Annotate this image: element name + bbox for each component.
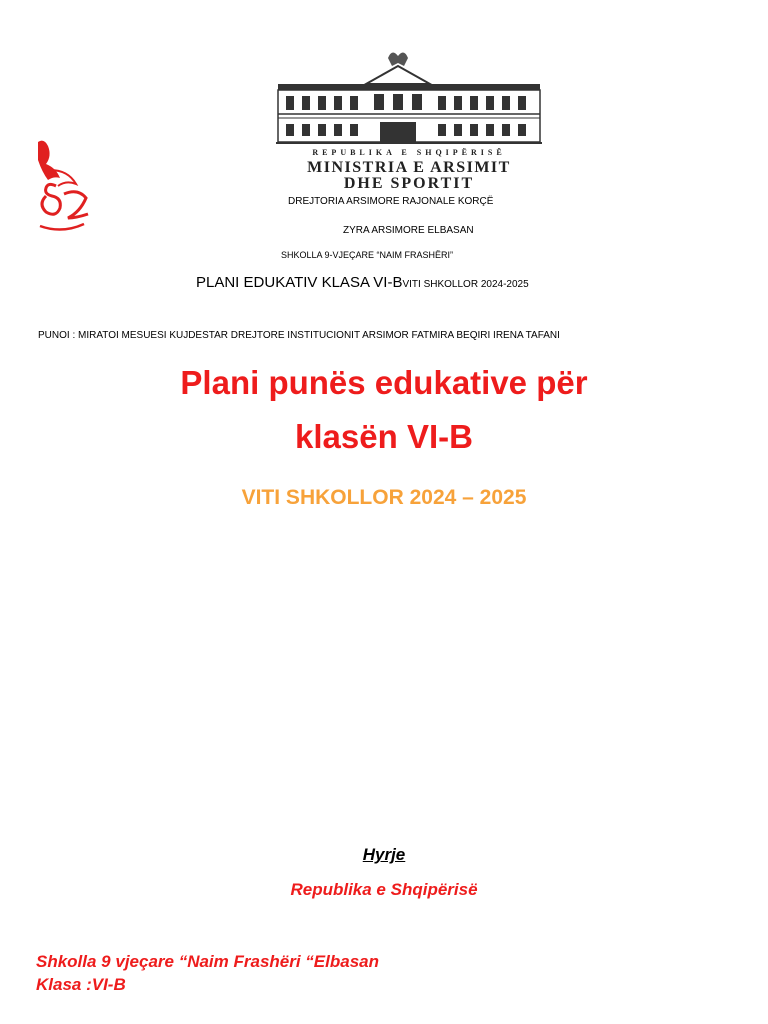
school-logo — [30, 136, 92, 236]
ministry-republic-label: REPUBLIKA E SHQIPËRISË — [312, 148, 506, 157]
class-label: Klasa :VI-B — [36, 975, 126, 994]
main-title — [0, 356, 768, 464]
school-full-name: Shkolla 9 vjeçare “Naim Frashëri “Elbasan — [36, 952, 379, 971]
office-label: ZYRA ARSIMORE ELBASAN — [343, 225, 474, 236]
plan-title — [196, 274, 529, 291]
ministry-name-line2: DHE SPORTIT — [343, 175, 475, 192]
main-title-line1: Plani punës edukative për — [180, 364, 588, 401]
school-label: SHKOLLA 9-VJEÇARE “NAIM FRASHËRI” — [281, 250, 454, 260]
main-title-line2: klasën VI-B — [295, 418, 473, 455]
plan-year-text: VITI SHKOLLOR 2024-2025 — [402, 279, 529, 290]
section-heading-hyrje: Hyrje — [362, 845, 406, 864]
ministry-name-line1: MINISTRIA E ARSIMIT — [307, 159, 511, 176]
plan-title-text: PLANI EDUKATIV KLASA VI-B — [196, 274, 403, 291]
roles-line: PUNOI : MIRATOI MESUESI KUJDESTAR DREJTORE INSTITUCIONIT ARSIMOR FATMIRA BEQIRI IRENA TAFANI — [38, 330, 560, 341]
school-year-title: VITI SHKOLLOR 2024 – 2025 — [241, 486, 527, 509]
ministry-emblem — [276, 44, 596, 194]
republic-label: Republika e Shqipërisë — [290, 880, 478, 899]
school-anniversary-logo-icon — [30, 136, 92, 236]
directorate-label: DREJTORIA ARSIMORE RAJONALE KORÇË — [288, 196, 494, 207]
